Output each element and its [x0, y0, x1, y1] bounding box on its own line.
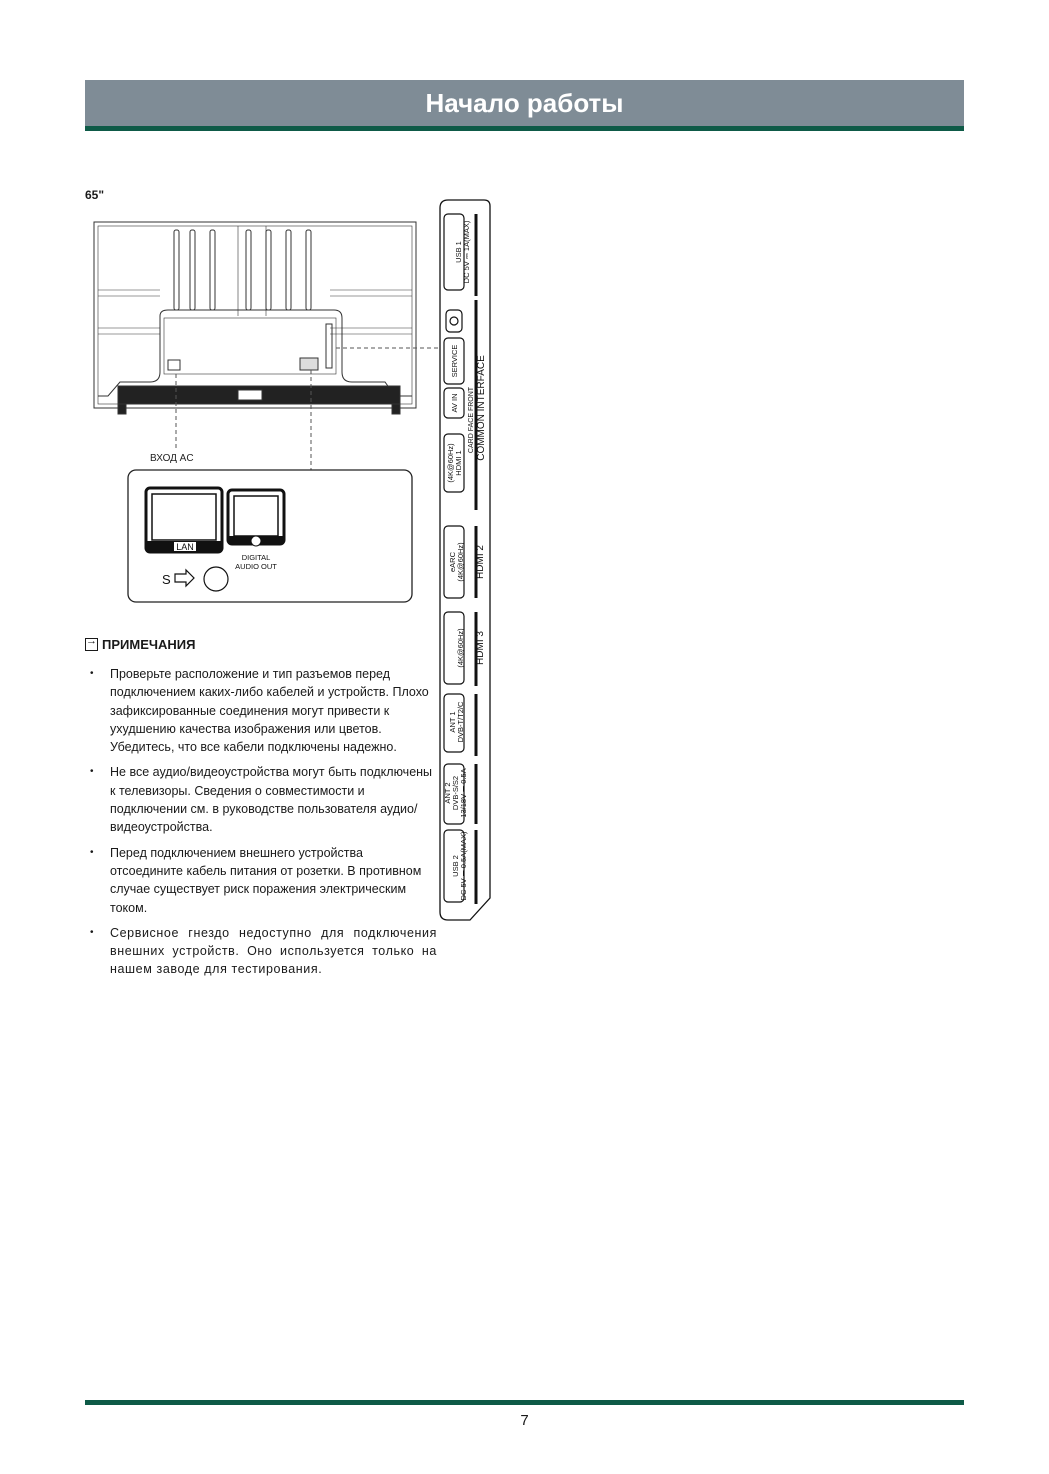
digital-audio-label-line2: AUDIO OUT — [235, 562, 277, 571]
s-label: S — [162, 572, 171, 587]
port-hdmi3-line2: HDMI 3 — [475, 631, 486, 665]
port-service-label: SERVICE — [450, 344, 459, 378]
digital-audio-label-line1: DIGITAL — [241, 553, 271, 562]
lan-port — [146, 488, 222, 552]
list-item: • Сервисное гнездо недоступно для подключения внешних устройств. Оно используется только на нашем заводе для тестирования. — [85, 924, 437, 979]
port-ant2-line3: 13/18V ⎓ 0.5A — [459, 768, 468, 818]
list-item: • Проверьте расположение и тип разъемов перед подключением каких-либо кабелей и устройств. Плохо зафиксированные соединения могут привести к ухудшению качества изображения или цветов. Убедитесь, что все кабели подключены надежно. — [85, 665, 437, 756]
port-hdmi2-line2: (4K@60Hz) — [456, 542, 465, 582]
port-hdmi3-line1: (4K@60Hz) — [456, 628, 465, 668]
port-hdmi2-line3: HDMI 2 — [475, 545, 486, 579]
ac-input-label: ВХОД AC — [150, 453, 194, 464]
port-usb1-line2: DC 5V ⎓ 1A(MAX) — [462, 220, 471, 284]
list-item: • Перед подключением внешнего устройства отсоедините кабель питания от розетки. В противном случае существует риск поражения электрическим током. — [85, 844, 437, 917]
port-avin-label: AV IN — [450, 393, 459, 413]
model-size-label: 65" — [85, 188, 105, 202]
port-ant1-line1: ANT 1 — [448, 711, 457, 733]
lan-label: LAN — [176, 542, 194, 552]
footer-rule — [85, 1400, 964, 1405]
port-hdmi1-line1: (4K@60Hz) — [446, 443, 455, 483]
page-number: 7 — [520, 1412, 529, 1429]
port-usb2-line2: DC 5V ⎓ 0.5A(MAX) — [459, 831, 468, 901]
page-title: Начало работы — [425, 88, 624, 118]
port-hdmi1-line2: HDMI 1 — [454, 450, 463, 476]
port-usb2-line1: USB 2 — [451, 855, 460, 877]
port-ant1-line2: DVB-T/T2/C — [456, 701, 465, 743]
tv-back-panel — [94, 222, 416, 414]
port-hdmi2-line1: eARC — [448, 551, 457, 573]
header-rule — [85, 126, 964, 131]
list-item: • Не все аудио/видеоустройства могут быть подключены к телевизоры. Сведения о совместимости и подключении см. в руководстве пользователя аудио/видеоустройства. — [85, 763, 437, 836]
notes-heading — [85, 635, 195, 653]
note-arrow-icon — [85, 638, 98, 651]
port-ant2-line2: DVB-S/S2 — [451, 775, 460, 811]
notes-heading-text: ПРИМЕЧАНИЯ — [102, 636, 196, 652]
port-usb1-line1: USB 1 — [454, 241, 463, 263]
port-ant2-line1: ANT 2 — [443, 782, 452, 804]
notes-list — [85, 665, 437, 986]
ci-label-line1: CARD FACE FRONT — [468, 386, 475, 454]
ci-label-line2: COMMON INTERFACE — [476, 355, 487, 461]
